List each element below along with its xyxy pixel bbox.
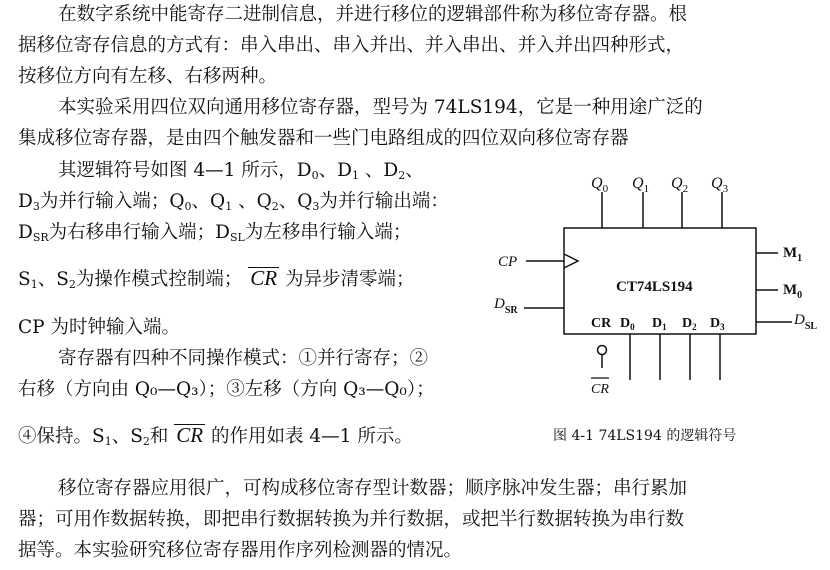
- para3-line5: CP 为时钟输入端。: [18, 317, 180, 338]
- dsr-label: $D_{SR}$: [494, 296, 518, 316]
- para3-line4: $S_1$、$S_2$为操作模式控制端； CR 为异步清零端；: [18, 266, 415, 291]
- logic-symbol-figure: [480, 162, 825, 412]
- para3-line1: 其逻辑符号如图 4—1 所示，$D_0$、$D_1$ 、$D_2$、: [58, 160, 424, 182]
- d0-pin-label: $D_0$: [620, 316, 635, 332]
- para3-line6: 寄存器有四种不同操作模式：①并行寄存；②: [58, 348, 429, 369]
- m1-label: $M_1$: [783, 245, 803, 264]
- q2-label: $Q_2$: [671, 175, 689, 195]
- figure-caption: 图 4-1 74LS194 的逻辑符号: [553, 428, 737, 444]
- d3-pin-label: $D_3$: [710, 316, 725, 332]
- para4-line1: 移位寄存器应用很广，可构成移位寄存型计数器；顺序脉冲发生器；串行累加: [58, 478, 688, 499]
- para2-line1: 本实验采用四位双向通用移位寄存器，型号为 74LS194，它是一种用途广泛的: [58, 97, 703, 118]
- cr-below-label: CR: [591, 382, 609, 397]
- inversion-bubble: [598, 346, 607, 355]
- para3-line3: $D_{SR}$为右移串行输入端；$D_{SL}$为左移串行输入端；: [18, 222, 412, 244]
- para3-line8: ④保持。$S_1$、$S_2$和 CR 的作用如表 4—1 所示。: [18, 423, 413, 448]
- m0-label: $M_0$: [783, 282, 803, 301]
- para1-line3: 按移位方向有左移、右移两种。: [18, 66, 278, 87]
- q3-label: $Q_3$: [711, 175, 729, 195]
- cr-overbar-text: CR: [250, 266, 278, 290]
- para4-line3: 据等。本实验研究移位寄存器用作序列检测器的情况。: [18, 540, 463, 561]
- cr-overbar-text: CR: [176, 423, 204, 447]
- d1-pin-label: $D_1$: [652, 316, 667, 332]
- cp-label: CP: [498, 254, 518, 270]
- para3-line2: $D_3$为并行输入端；$Q_0$、$Q_1$ 、$Q_2$、$Q_3$为并行输出端：: [18, 191, 449, 213]
- para1-line1: 在数字系统中能寄存二进制信息，并进行移位的逻辑部件称为移位寄存器。根: [58, 4, 688, 25]
- para2-line2: 集成移位寄存器，是由四个触发器和一些门电路组成的四位双向移位寄存器: [18, 128, 629, 149]
- para4-line2: 器；可用作数据转换，即把串行数据转换为并行数据，或把半行数据转换为串行数: [18, 509, 685, 530]
- chip-name: CT74LS194: [616, 279, 693, 295]
- q0-label: $Q_0$: [591, 175, 609, 195]
- para3-line7: 右移（方向由 Q₀—Q₃）；③左移（方向 Q₃—Q₀）；: [18, 379, 435, 400]
- dsl-label: $D_{SL}$: [794, 312, 818, 332]
- q1-label: $Q_1$: [632, 175, 650, 195]
- d2-pin-label: $D_2$: [682, 316, 697, 332]
- cr-pin-label: CR: [591, 316, 612, 331]
- para1-line2: 据移位寄存信息的方式有：串入串出、串入并出、并入串出、并入并出四种形式，: [18, 35, 685, 56]
